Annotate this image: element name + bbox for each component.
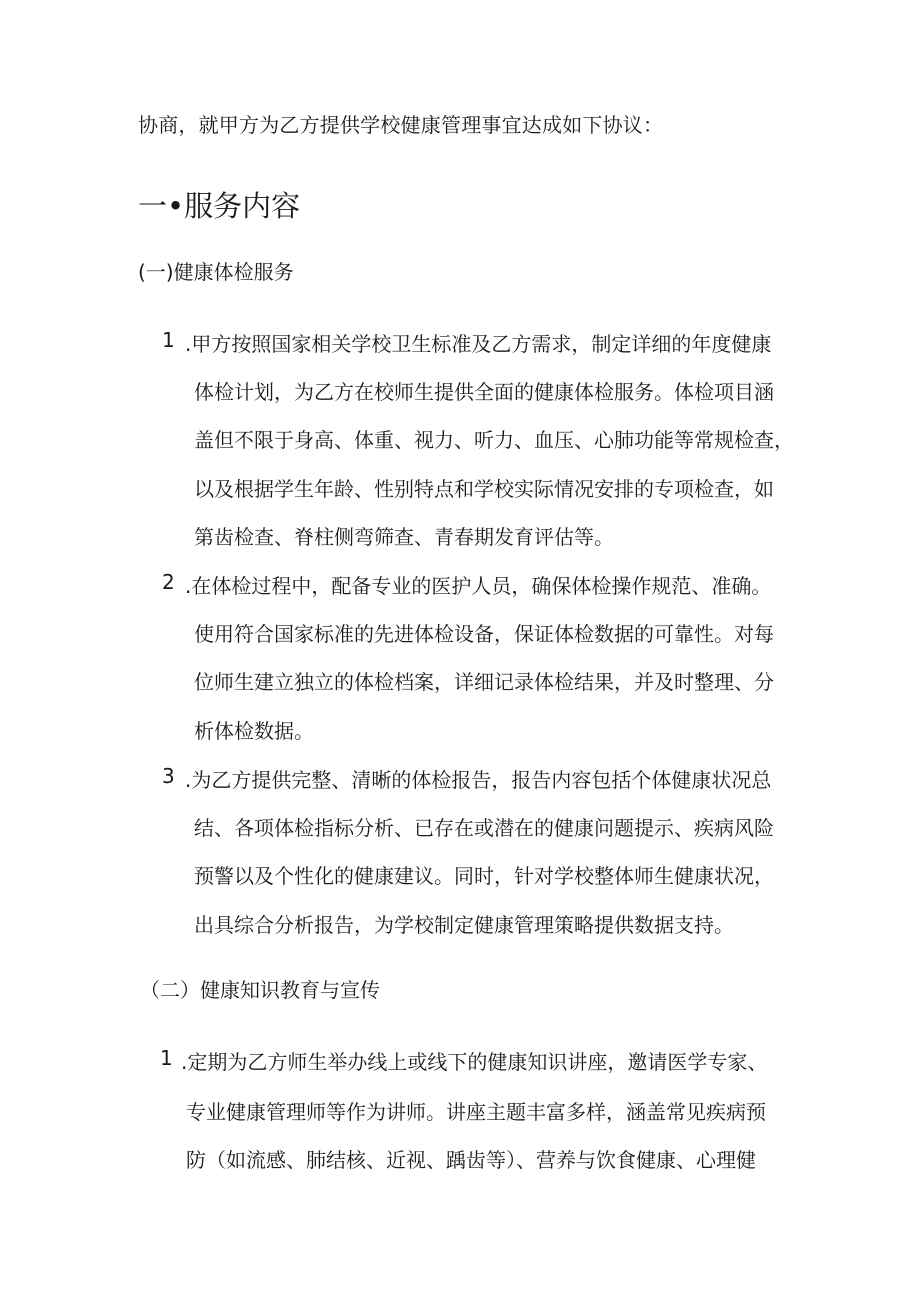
list-item-number: 2 <box>162 570 175 594</box>
list-item-line: 防（如流感、肺结核、近视、踽齿等）、营养与饮食健康、心理健 <box>186 1148 756 1172</box>
list-item-number: 1 <box>162 328 175 352</box>
subsection-title-health-checkup: (一)健康体检服务 <box>138 260 294 284</box>
list-item-number: 3 <box>162 764 175 788</box>
list-item-line: 析体检数据。 <box>194 719 314 743</box>
list-item-line: 出具综合分析报告，为学校制定健康管理策略提供数据支持。 <box>194 913 734 937</box>
list-item-line: 专业健康管理师等作为讲师。讲座主题丰富多样，涵盖常见疾病预 <box>186 1100 766 1124</box>
list-item-line: .在体检过程中，配备专业的医护人员，确保体检操作规范、准确。 <box>185 574 772 598</box>
list-item-line: .定期为乙方师生举办线上或线下的健康知识讲座，邀请医学专家、 <box>181 1050 768 1074</box>
list-item-line: .为乙方提供完整、清晰的体检报告，报告内容包括个体健康状况总 <box>185 768 772 792</box>
list-item-line: 盖但不限于身高、体重、视力、听力、血压、心肺功能等常规检查， <box>194 428 794 452</box>
list-item-line: 使用符合国家标准的先进体检设备，保证体检数据的可靠性。对每 <box>194 622 774 646</box>
list-item-number: 1 <box>160 1046 173 1070</box>
list-item-line: 结、各项体检指标分析、已存在或潜在的健康问题提示、疾病风险 <box>194 816 774 840</box>
list-item-line: .甲方按照国家相关学校卫生标准及乙方需求，制定详细的年度健康 <box>185 332 772 356</box>
list-item-line: 预警以及个性化的健康建议。同时，针对学校整体师生健康状况， <box>194 864 774 888</box>
intro-paragraph: 协商，就甲方为乙方提供学校健康管理事宜达成如下协议： <box>138 113 664 137</box>
list-item-line: 位师生建立独立的体检档案，详细记录体检结果，并及时整理、分 <box>194 670 774 694</box>
list-item-line: 体检计划，为乙方在校师生提供全面的健康体检服务。体检项目涵 <box>194 380 774 404</box>
list-item-line: 第齿检查、脊柱侧弯筛查、青春期发育评估等。 <box>194 525 614 549</box>
list-item-line: 以及根据学生年龄、性别特点和学校实际情况安排的专项检查，如 <box>194 477 774 501</box>
section-title: 一•服务内容 <box>138 189 301 223</box>
subsection-title-health-education: （二）健康知识教育与宣传 <box>140 978 380 1002</box>
